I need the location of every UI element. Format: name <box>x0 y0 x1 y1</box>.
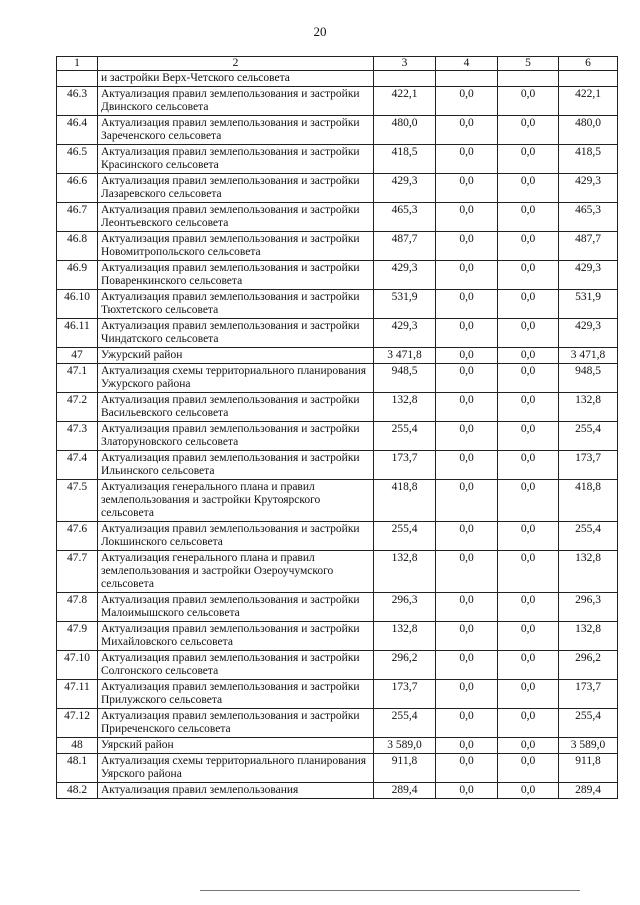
total-cell: 132,8 <box>374 551 436 593</box>
value-col4-cell <box>436 71 498 87</box>
header-cell: 6 <box>559 57 618 71</box>
row-number-cell: 47.2 <box>57 393 98 422</box>
table-body <box>57 57 618 799</box>
value-col4-cell: 0,0 <box>436 551 498 593</box>
table-row <box>57 783 618 799</box>
value-col5-cell <box>498 71 559 87</box>
total-cell: 3 589,0 <box>374 738 436 754</box>
row-number-cell: 46.11 <box>57 319 98 348</box>
row-description-cell: Актуализация правил землепользования и застройки Тюхтетского сельсовета <box>98 290 374 319</box>
row-number-cell: 48.1 <box>57 754 98 783</box>
value-col5-cell: 0,0 <box>498 232 559 261</box>
value-col6-cell: 465,3 <box>559 203 618 232</box>
value-col4-cell: 0,0 <box>436 783 498 799</box>
row-number-cell: 46.5 <box>57 145 98 174</box>
row-description-cell: Актуализация правил землепользования и застройки Чиндатского сельсовета <box>98 319 374 348</box>
value-col5-cell: 0,0 <box>498 754 559 783</box>
row-number-cell: 46.6 <box>57 174 98 203</box>
row-number-cell: 47.6 <box>57 522 98 551</box>
value-col6-cell: 3 589,0 <box>559 738 618 754</box>
value-col5-cell: 0,0 <box>498 738 559 754</box>
total-cell: 911,8 <box>374 754 436 783</box>
table-row <box>57 738 618 754</box>
total-cell: 296,2 <box>374 651 436 680</box>
row-number-cell: 47.7 <box>57 551 98 593</box>
value-col4-cell: 0,0 <box>436 680 498 709</box>
value-col6-cell: 418,8 <box>559 480 618 522</box>
table-row <box>57 593 618 622</box>
value-col4-cell: 0,0 <box>436 393 498 422</box>
total-cell: 429,3 <box>374 261 436 290</box>
value-col6-cell: 480,0 <box>559 116 618 145</box>
row-description-cell: Актуализация схемы территориального планирования Ужурского района <box>98 364 374 393</box>
total-cell: 418,8 <box>374 480 436 522</box>
row-number-cell: 48 <box>57 738 98 754</box>
table-row <box>57 71 618 87</box>
value-col5-cell: 0,0 <box>498 522 559 551</box>
table-row <box>57 174 618 203</box>
value-col4-cell: 0,0 <box>436 174 498 203</box>
total-cell: 487,7 <box>374 232 436 261</box>
header-cell: 3 <box>374 57 436 71</box>
value-col4-cell: 0,0 <box>436 593 498 622</box>
value-col6-cell: 911,8 <box>559 754 618 783</box>
row-description-cell: Актуализация правил землепользования и застройки Михайловского сельсовета <box>98 622 374 651</box>
total-cell: 289,4 <box>374 783 436 799</box>
row-description-cell: Актуализация генерального плана и правил землепользования и застройки Озероучумского сельсовета <box>98 551 374 593</box>
table-row <box>57 261 618 290</box>
table-row <box>57 87 618 116</box>
value-col6-cell: 255,4 <box>559 422 618 451</box>
table-row <box>57 364 618 393</box>
table-row <box>57 203 618 232</box>
row-number-cell: 47.4 <box>57 451 98 480</box>
row-description-cell: и застройки Верх-Четского сельсовета <box>98 71 374 87</box>
budget-table <box>56 56 618 799</box>
row-description-cell: Актуализация правил землепользования и застройки Леонтьевского сельсовета <box>98 203 374 232</box>
value-col4-cell: 0,0 <box>436 480 498 522</box>
total-cell: 948,5 <box>374 364 436 393</box>
row-number-cell: 47.5 <box>57 480 98 522</box>
row-number-cell: 46.10 <box>57 290 98 319</box>
value-col5-cell: 0,0 <box>498 261 559 290</box>
value-col5-cell: 0,0 <box>498 622 559 651</box>
value-col4-cell: 0,0 <box>436 422 498 451</box>
row-number-cell <box>57 71 98 87</box>
row-description-cell: Актуализация правил землепользования и застройки Зареченского сельсовета <box>98 116 374 145</box>
value-col5-cell: 0,0 <box>498 145 559 174</box>
total-cell: 173,7 <box>374 680 436 709</box>
table-row <box>57 319 618 348</box>
table-row <box>57 480 618 522</box>
row-description-cell: Актуализация правил землепользования и застройки Локшинского сельсовета <box>98 522 374 551</box>
table-row <box>57 393 618 422</box>
value-col5-cell: 0,0 <box>498 290 559 319</box>
value-col5-cell: 0,0 <box>498 480 559 522</box>
total-cell: 465,3 <box>374 203 436 232</box>
table-row <box>57 451 618 480</box>
value-col6-cell: 429,3 <box>559 174 618 203</box>
value-col4-cell: 0,0 <box>436 348 498 364</box>
value-col5-cell: 0,0 <box>498 593 559 622</box>
value-col5-cell: 0,0 <box>498 87 559 116</box>
value-col6-cell: 948,5 <box>559 364 618 393</box>
header-cell: 5 <box>498 57 559 71</box>
value-col6-cell: 255,4 <box>559 522 618 551</box>
value-col6-cell: 296,3 <box>559 593 618 622</box>
table-row <box>57 348 618 364</box>
row-number-cell: 47.8 <box>57 593 98 622</box>
row-number-cell: 47.12 <box>57 709 98 738</box>
value-col5-cell: 0,0 <box>498 319 559 348</box>
table-row <box>57 232 618 261</box>
row-number-cell: 48.2 <box>57 783 98 799</box>
value-col5-cell: 0,0 <box>498 651 559 680</box>
value-col6-cell: 487,7 <box>559 232 618 261</box>
value-col5-cell: 0,0 <box>498 116 559 145</box>
total-cell: 132,8 <box>374 393 436 422</box>
row-number-cell: 46.8 <box>57 232 98 261</box>
total-cell: 255,4 <box>374 522 436 551</box>
table-row <box>57 422 618 451</box>
row-description-cell: Актуализация правил землепользования и застройки Солгонского сельсовета <box>98 651 374 680</box>
total-cell: 132,8 <box>374 622 436 651</box>
value-col5-cell: 0,0 <box>498 451 559 480</box>
value-col4-cell: 0,0 <box>436 451 498 480</box>
row-number-cell: 46.9 <box>57 261 98 290</box>
total-cell: 422,1 <box>374 87 436 116</box>
value-col6-cell: 173,7 <box>559 451 618 480</box>
value-col4-cell: 0,0 <box>436 203 498 232</box>
value-col5-cell: 0,0 <box>498 364 559 393</box>
value-col5-cell: 0,0 <box>498 680 559 709</box>
value-col6-cell: 418,5 <box>559 145 618 174</box>
value-col4-cell: 0,0 <box>436 116 498 145</box>
table-row <box>57 754 618 783</box>
row-description-cell: Актуализация генерального плана и правил землепользования и застройки Крутоярского сельсовета <box>98 480 374 522</box>
table-header-row <box>57 57 618 71</box>
row-description-cell: Актуализация правил землепользования и застройки Малоимышского сельсовета <box>98 593 374 622</box>
row-number-cell: 47.11 <box>57 680 98 709</box>
value-col6-cell: 429,3 <box>559 261 618 290</box>
total-cell: 255,4 <box>374 709 436 738</box>
table-row <box>57 522 618 551</box>
total-cell: 418,5 <box>374 145 436 174</box>
row-description-cell: Актуализация правил землепользования и застройки Новомитропольского сельсовета <box>98 232 374 261</box>
total-cell: 480,0 <box>374 116 436 145</box>
header-cell: 4 <box>436 57 498 71</box>
value-col5-cell: 0,0 <box>498 783 559 799</box>
row-number-cell: 47.3 <box>57 422 98 451</box>
value-col6-cell: 132,8 <box>559 393 618 422</box>
value-col5-cell: 0,0 <box>498 393 559 422</box>
row-number-cell: 46.3 <box>57 87 98 116</box>
value-col4-cell: 0,0 <box>436 709 498 738</box>
value-col4-cell: 0,0 <box>436 319 498 348</box>
value-col6-cell: 3 471,8 <box>559 348 618 364</box>
row-description-cell: Актуализация правил землепользования и застройки Васильевского сельсовета <box>98 393 374 422</box>
row-description-cell: Актуализация схемы территориального планирования Уярского района <box>98 754 374 783</box>
total-cell: 255,4 <box>374 422 436 451</box>
value-col4-cell: 0,0 <box>436 261 498 290</box>
row-description-cell: Актуализация правил землепользования <box>98 783 374 799</box>
table-row <box>57 622 618 651</box>
row-number-cell: 47.9 <box>57 622 98 651</box>
total-cell <box>374 71 436 87</box>
value-col4-cell: 0,0 <box>436 232 498 261</box>
row-number-cell: 47.10 <box>57 651 98 680</box>
value-col5-cell: 0,0 <box>498 348 559 364</box>
value-col4-cell: 0,0 <box>436 622 498 651</box>
value-col5-cell: 0,0 <box>498 203 559 232</box>
value-col4-cell: 0,0 <box>436 738 498 754</box>
table-row <box>57 551 618 593</box>
row-number-cell: 47.1 <box>57 364 98 393</box>
total-cell: 429,3 <box>374 319 436 348</box>
total-cell: 429,3 <box>374 174 436 203</box>
table-row <box>57 651 618 680</box>
row-description-cell: Актуализация правил землепользования и застройки Прилужского сельсовета <box>98 680 374 709</box>
row-number-cell: 46.7 <box>57 203 98 232</box>
value-col6-cell: 132,8 <box>559 622 618 651</box>
value-col4-cell: 0,0 <box>436 290 498 319</box>
row-description-cell: Уярский район <box>98 738 374 754</box>
value-col4-cell: 0,0 <box>436 651 498 680</box>
header-cell: 1 <box>57 57 98 71</box>
table-row <box>57 116 618 145</box>
value-col4-cell: 0,0 <box>436 364 498 393</box>
table-row <box>57 680 618 709</box>
value-col4-cell: 0,0 <box>436 87 498 116</box>
value-col6-cell <box>559 71 618 87</box>
row-description-cell: Актуализация правил землепользования и застройки Приреченского сельсовета <box>98 709 374 738</box>
row-description-cell: Актуализация правил землепользования и застройки Двинского сельсовета <box>98 87 374 116</box>
row-description-cell: Актуализация правил землепользования и застройки Ильинского сельсовета <box>98 451 374 480</box>
row-number-cell: 46.4 <box>57 116 98 145</box>
value-col4-cell: 0,0 <box>436 522 498 551</box>
total-cell: 173,7 <box>374 451 436 480</box>
total-cell: 531,9 <box>374 290 436 319</box>
row-description-cell: Ужурский район <box>98 348 374 364</box>
value-col6-cell: 422,1 <box>559 87 618 116</box>
value-col6-cell: 173,7 <box>559 680 618 709</box>
page-bottom-rule <box>200 890 580 891</box>
table-row <box>57 145 618 174</box>
value-col6-cell: 289,4 <box>559 783 618 799</box>
row-description-cell: Актуализация правил землепользования и застройки Златоруновского сельсовета <box>98 422 374 451</box>
total-cell: 3 471,8 <box>374 348 436 364</box>
value-col5-cell: 0,0 <box>498 551 559 593</box>
value-col4-cell: 0,0 <box>436 754 498 783</box>
table-row <box>57 709 618 738</box>
value-col6-cell: 429,3 <box>559 319 618 348</box>
row-number-cell: 47 <box>57 348 98 364</box>
value-col5-cell: 0,0 <box>498 422 559 451</box>
header-cell: 2 <box>98 57 374 71</box>
row-description-cell: Актуализация правил землепользования и застройки Лазаревского сельсовета <box>98 174 374 203</box>
value-col6-cell: 531,9 <box>559 290 618 319</box>
row-description-cell: Актуализация правил землепользования и застройки Красинского сельсовета <box>98 145 374 174</box>
table-row <box>57 290 618 319</box>
row-description-cell: Актуализация правил землепользования и застройки Поваренкинского сельсовета <box>98 261 374 290</box>
value-col6-cell: 296,2 <box>559 651 618 680</box>
value-col6-cell: 255,4 <box>559 709 618 738</box>
value-col6-cell: 132,8 <box>559 551 618 593</box>
value-col5-cell: 0,0 <box>498 709 559 738</box>
total-cell: 296,3 <box>374 593 436 622</box>
value-col5-cell: 0,0 <box>498 174 559 203</box>
value-col4-cell: 0,0 <box>436 145 498 174</box>
page-number: 20 <box>313 24 327 39</box>
